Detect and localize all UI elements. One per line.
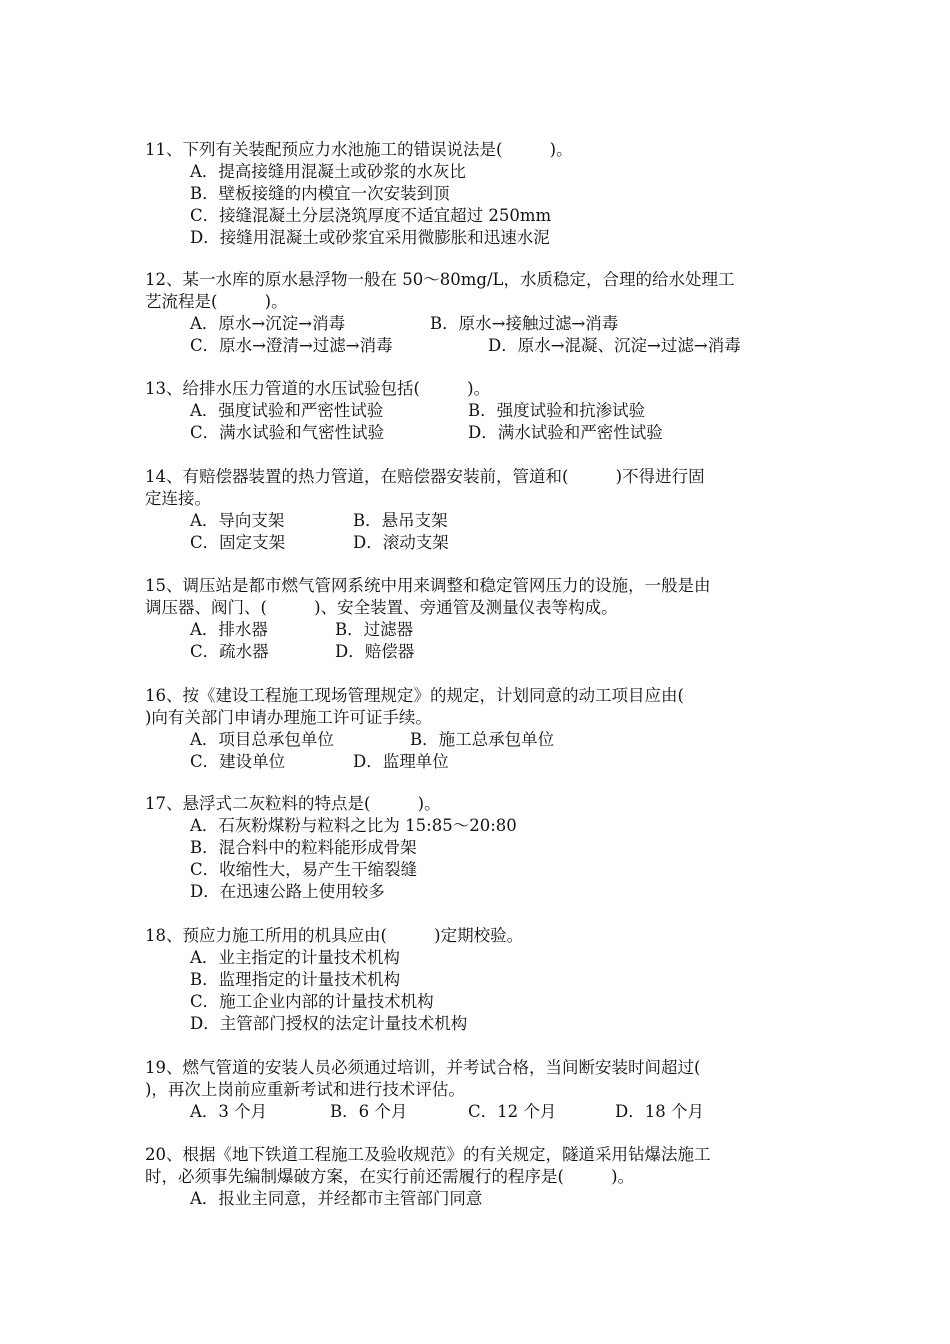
option: A．排水器 [190,620,268,639]
question-stem: 19、燃气管道的安装人员必须通过培训，并考试合格，当间断安装时间超过( [145,1058,701,1077]
option: D．监理单位 [353,752,449,771]
question-stem: 20、根据《地下铁道工程施工及验收规范》的有关规定，隧道采用钻爆法施工 [145,1145,711,1164]
question-11 [145,139,815,249]
option: C．固定支架 [190,533,286,552]
option: B．过滤器 [335,620,414,639]
question-13 [145,378,815,444]
option: D．在迅速公路上使用较多 [190,882,385,901]
option-row [145,641,815,663]
option: C．原水→澄清→过滤→消毒 [190,336,393,355]
option-row [145,1013,815,1035]
question-stem: 17、悬浮式二灰粒料的特点是( )。 [145,794,441,813]
option-row [145,422,815,444]
question-stem: )向有关部门申请办理施工许可证手续。 [145,708,432,727]
question-12 [145,269,815,357]
option: C．12 个月 [468,1102,557,1121]
option: D．满水试验和严密性试验 [468,423,663,442]
option-row [145,205,815,227]
option-row [145,227,815,249]
option-row [145,1188,815,1210]
option: A．强度试验和严密性试验 [190,401,384,420]
option: A．3 个月 [190,1102,268,1121]
option-row [145,729,815,751]
option-row [145,969,815,991]
question-stem: )，再次上岗前应重新考试和进行技术评估。 [145,1080,465,1099]
option-row [145,859,815,881]
question-stem: 11、下列有关装配预应力水池施工的错误说法是( )。 [145,140,573,159]
option: C．建设单位 [190,752,286,771]
question-15 [145,575,815,663]
option: B．原水→接触过滤→消毒 [430,314,619,333]
question-stem: 定连接。 [145,489,211,508]
question-stem: 12、某一水库的原水悬浮物一般在 50～80mg/L，水质稳定，合理的给水处理工 [145,270,735,289]
question-stem: 18、预应力施工所用的机具应由( )定期校验。 [145,926,524,945]
option-row [145,837,815,859]
option-row [145,183,815,205]
option-row [145,991,815,1013]
option: C．施工企业内部的计量技术机构 [190,992,434,1011]
question-14 [145,466,815,554]
option: D．接缝用混凝土或砂浆宜采用微膨胀和迅速水泥 [190,228,550,247]
question-19 [145,1057,815,1123]
option-row [145,335,815,357]
option-row [145,881,815,903]
question-18 [145,925,815,1035]
option: B．壁板接缝的内模宜一次安装到顶 [190,184,450,203]
option: A．石灰粉煤粉与粒料之比为 15:85～20:80 [190,816,517,835]
question-stem: 艺流程是( )。 [145,292,288,311]
question-stem: 调压器、阀门、( )、安全装置、旁通管及测量仪表等构成。 [145,598,618,617]
option: D．原水→混凝、沉淀→过滤→消毒 [488,336,741,355]
option-row [145,619,815,641]
option-row [145,1101,815,1123]
option-row [145,532,815,554]
option: A．导向支架 [190,511,285,530]
option-row [145,400,815,422]
option: B．6 个月 [330,1102,408,1121]
option: A．项目总承包单位 [190,730,334,749]
option-row [145,947,815,969]
option-row [145,510,815,532]
option: A．业主指定的计量技术机构 [190,948,400,967]
option: B．强度试验和抗渗试验 [468,401,646,420]
question-stem: 时，必须事先编制爆破方案，在实行前还需履行的程序是( )。 [145,1167,635,1186]
option: B．监理指定的计量技术机构 [190,970,401,989]
question-17 [145,793,815,903]
question-20 [145,1144,815,1210]
option: C．疏水器 [190,642,269,661]
option-row [145,815,815,837]
option: A．报业主同意，并经都市主管部门同意 [190,1189,483,1208]
option-row [145,313,815,335]
option-row [145,161,815,183]
option: C．满水试验和气密性试验 [190,423,385,442]
option: B．混合料中的粒料能形成骨架 [190,838,417,857]
option: D．18 个月 [615,1102,704,1121]
option-row [145,751,815,773]
question-16 [145,685,815,773]
option: D．赔偿器 [335,642,415,661]
option: C．收缩性大，易产生干缩裂缝 [190,860,418,879]
question-stem: 13、给排水压力管道的水压试验包括( )。 [145,379,491,398]
option: D．主管部门授权的法定计量技术机构 [190,1014,468,1033]
option: A．原水→沉淀→消毒 [190,314,346,333]
option: A．提高接缝用混凝土或砂浆的水灰比 [190,162,466,181]
question-stem: 14、有赔偿器装置的热力管道，在赔偿器安装前，管道和( )不得进行固 [145,467,705,486]
option: D．滚动支架 [353,533,449,552]
option: C．接缝混凝土分层浇筑厚度不适宜超过 250mm [190,206,552,225]
question-stem: 16、按《建设工程施工现场管理规定》的规定，计划同意的动工项目应由( [145,686,684,705]
question-stem: 15、调压站是都市燃气管网系统中用来调整和稳定管网压力的设施，一般是由 [145,576,711,595]
option: B．悬吊支架 [353,511,448,530]
option: B．施工总承包单位 [410,730,555,749]
